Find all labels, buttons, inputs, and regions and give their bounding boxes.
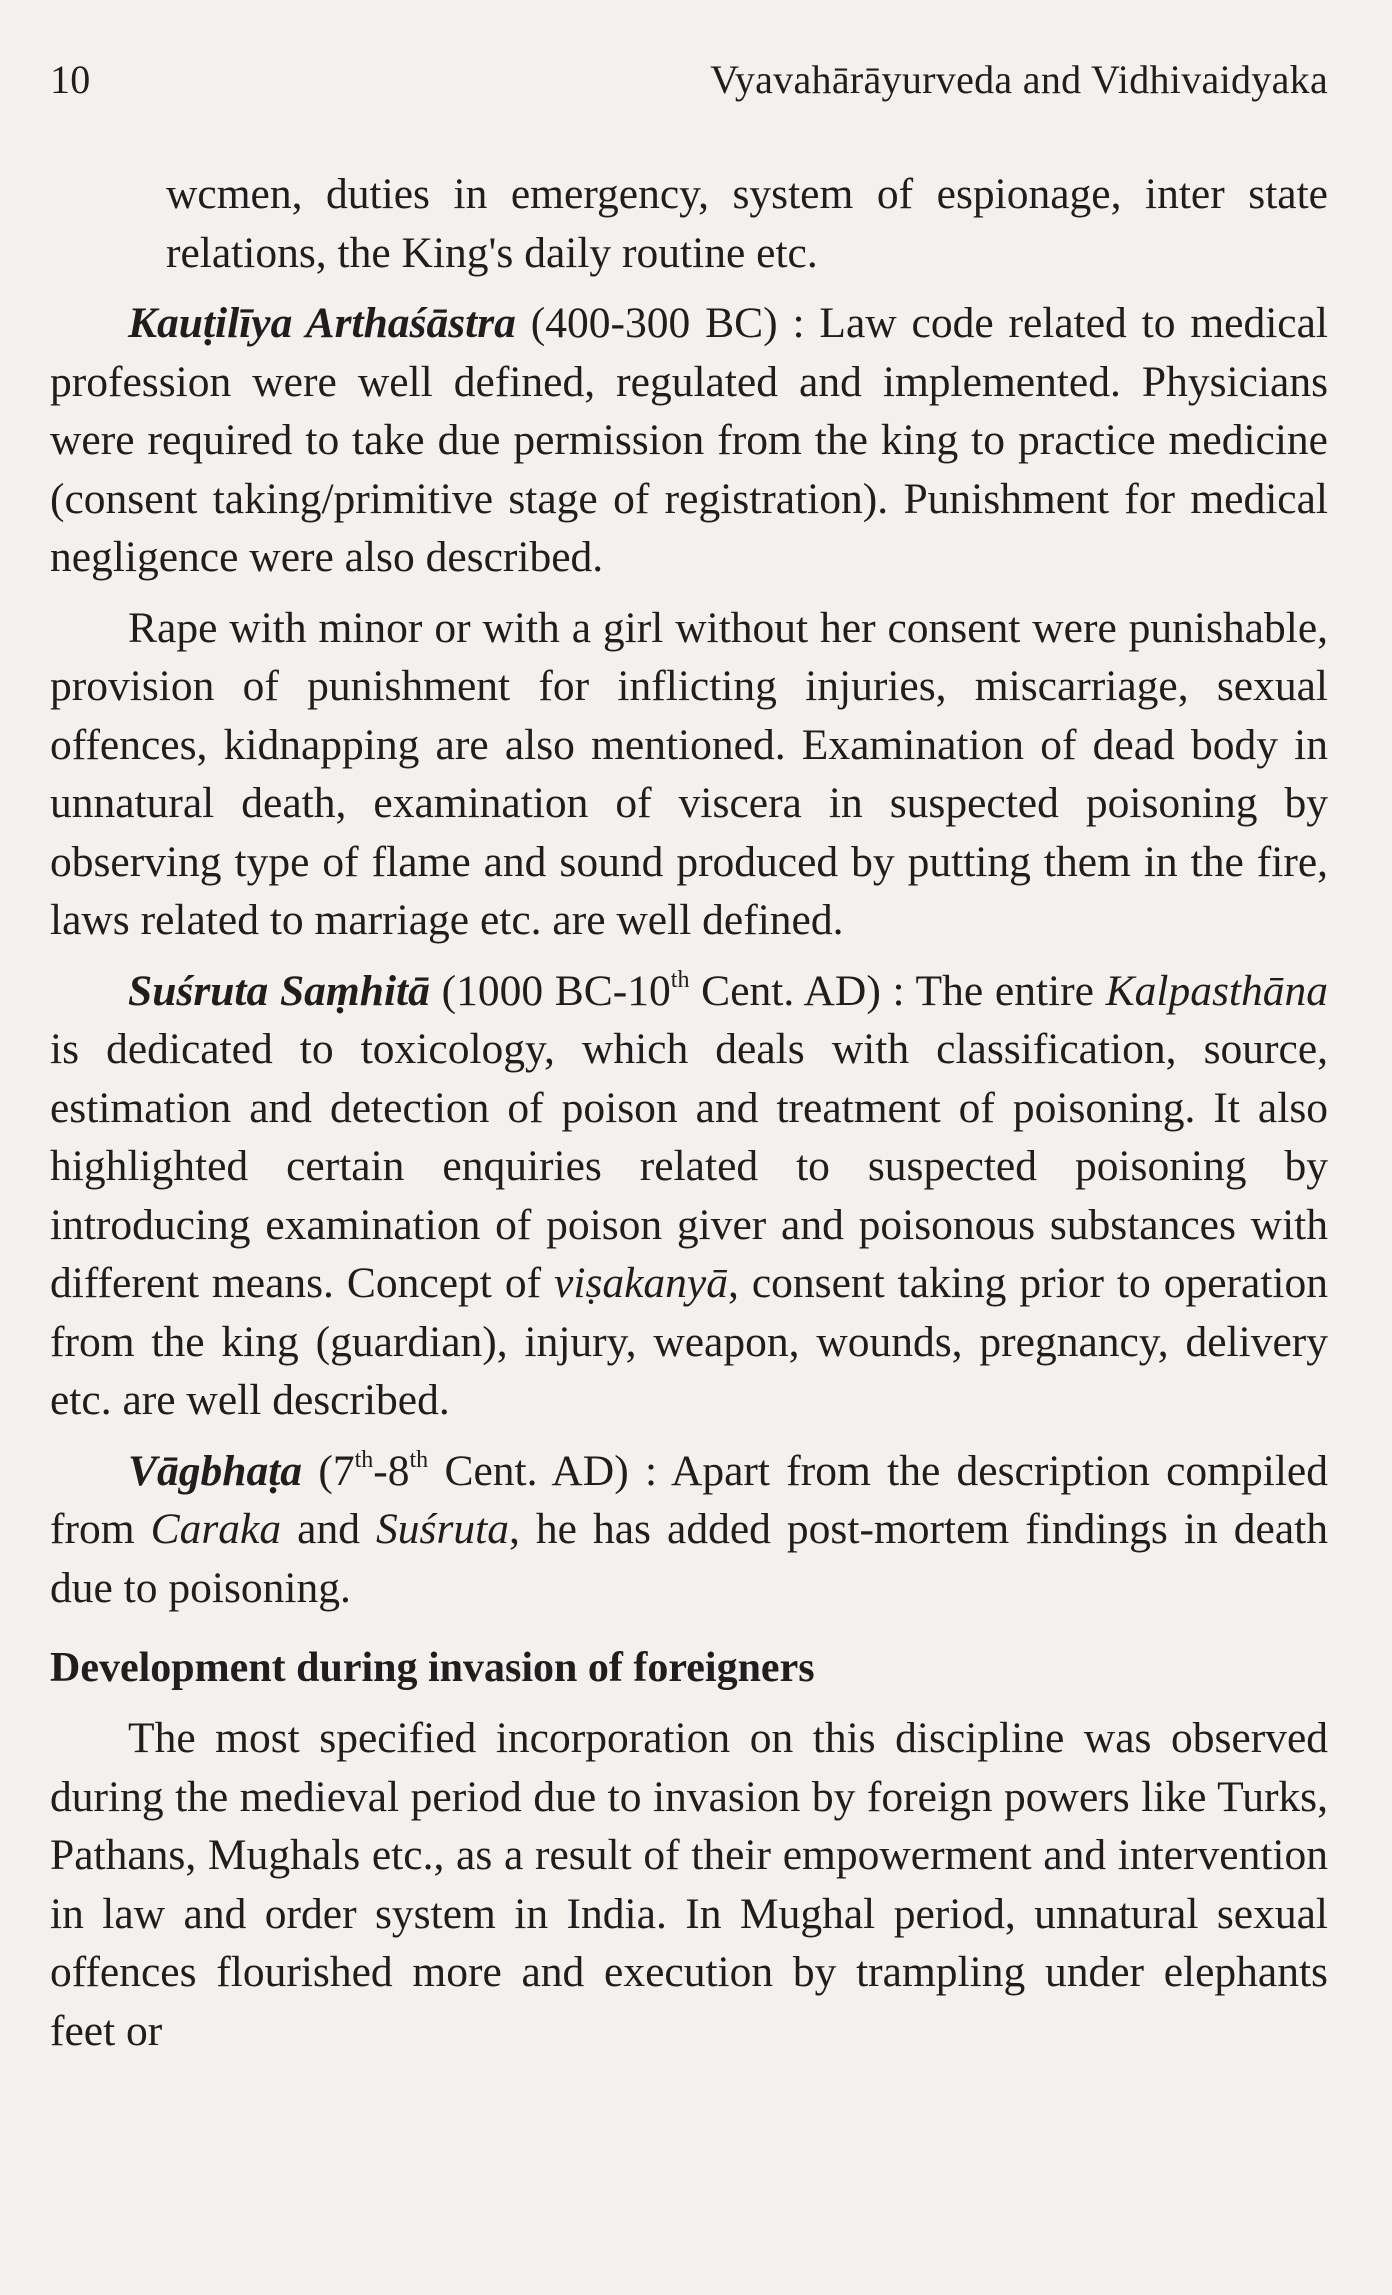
text-run: (1000 BC-10 (429, 966, 671, 1015)
text-run: (7 (302, 1446, 355, 1495)
paragraph-continuation: wcmen, duties in emergency, system of espionage, inter state relations, the King's daily routine etc. (166, 170, 1328, 277)
paragraph-medieval: The most specified incorporation on this discipline was observed during the medieval period due to invasion by foreign powers like Turks, Pathans, Mughals etc., as a result of their empowerment and intervention in law and order system in India. In Mughal period, unnatural sexual offences flourished more and execution by trampling under elephants feet or (50, 1714, 1328, 2055)
superscript: th (670, 966, 690, 993)
paragraph-title: Kauṭilīya Arthaśāstra (128, 299, 516, 347)
paragraph-sushruta (50, 962, 1328, 1430)
text-run: , he has added post-mortem findings in death due to poisoning. (50, 1505, 1328, 1612)
italic-term: Caraka (150, 1505, 282, 1553)
text-run: Cent. AD) : The entire (689, 966, 1106, 1015)
italic-term: viṣakanyā (554, 1259, 728, 1307)
section-heading: Development during invasion of foreigners (50, 1645, 815, 1691)
paragraph-title: Suśruta Saṃhitā (128, 966, 430, 1015)
paragraph-vagbhata (50, 1442, 1328, 1618)
running-title: Vyavahārāyurveda and Vidhivaidyaka (710, 57, 1328, 102)
text-run: is dedicated to toxicology, which deals with classification, source, estimation and detection of poison and treatment of poisoning. It also highlighted certain enquiries related to suspected poisoning by introducing examination of poison giver and poisonous substances with different means. Concept of (50, 1025, 1328, 1307)
text-run: and (281, 1505, 377, 1553)
page-body (50, 165, 1328, 2060)
paragraph-rape-provisions: Rape with minor or with a girl without her consent were punishable, provision of punishment for inflicting injuries, miscarriage, sexual offences, kidnapping are also mentioned. Examination of dead body in unnatural death, examination of viscera in suspected poisoning by observing type of flame and sound produced by putting them in the fire, laws related to marriage etc. are well defined. (50, 603, 1328, 944)
text-run: -8 (373, 1446, 410, 1495)
page-header (50, 56, 1328, 103)
italic-term: Suśruta (376, 1505, 509, 1553)
paragraph-text: (400-300 BC) : Law code related to medical profession were well defined, regulated and implemented. Physicians were required to take due permission from the king to practice medicine (consent taking/primitive stage of registration). Punishment for medical negligence were also described. (50, 299, 1328, 581)
text-run: , consent taking prior to operation from the king (guardian), injury, weapon, wounds, pregnancy, delivery etc. are well described. (50, 1259, 1328, 1424)
italic-term: Kalpasthāna (1105, 966, 1328, 1015)
superscript: th (409, 1446, 429, 1473)
page-number: 10 (50, 57, 91, 102)
superscript: th (354, 1446, 374, 1473)
paragraph-arthashastra (50, 294, 1328, 587)
text-run: Cent. AD) : Apart from the description compiled from (50, 1446, 1328, 1553)
paragraph-title: Vāgbhaṭa (128, 1446, 303, 1495)
